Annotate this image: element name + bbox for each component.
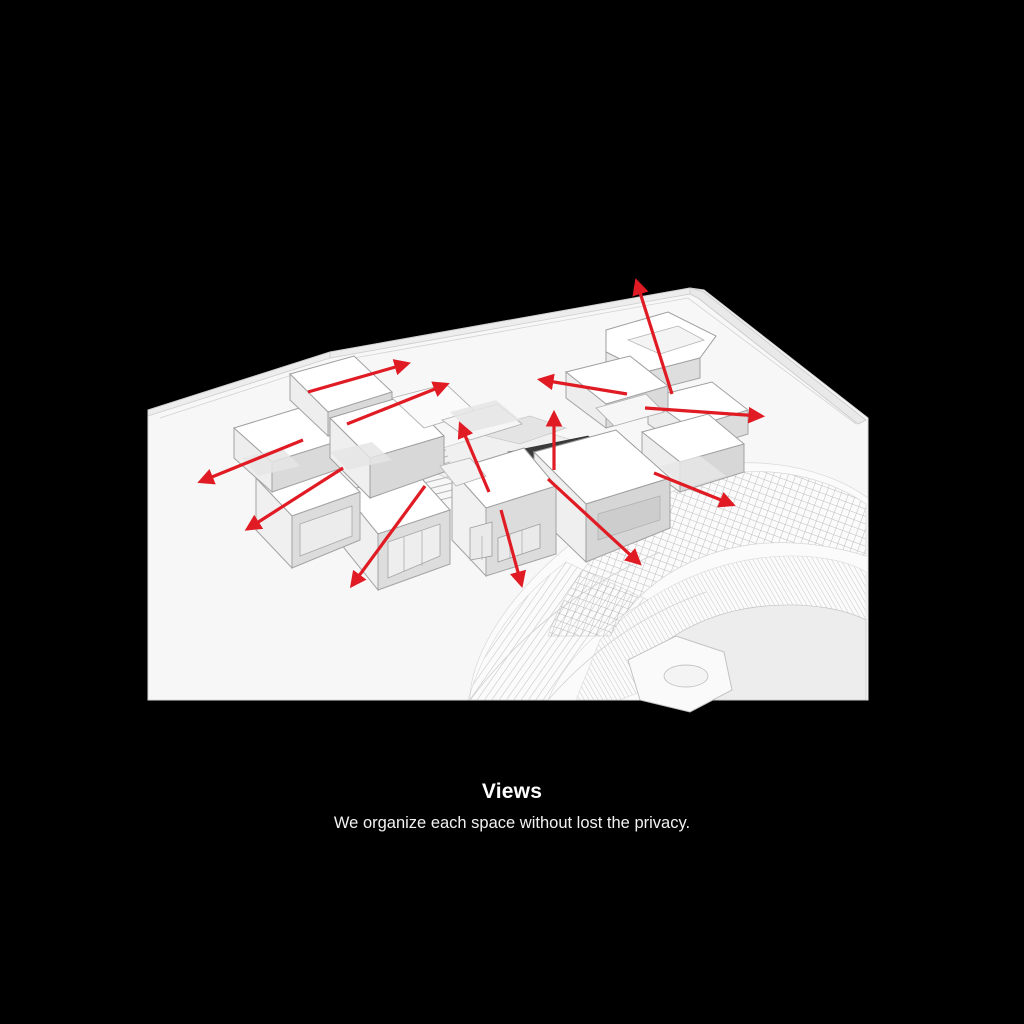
caption-block	[0, 778, 1024, 836]
caption-subtitle: We organize each space without lost the privacy.	[333, 814, 691, 832]
page-title: Views	[481, 780, 543, 803]
